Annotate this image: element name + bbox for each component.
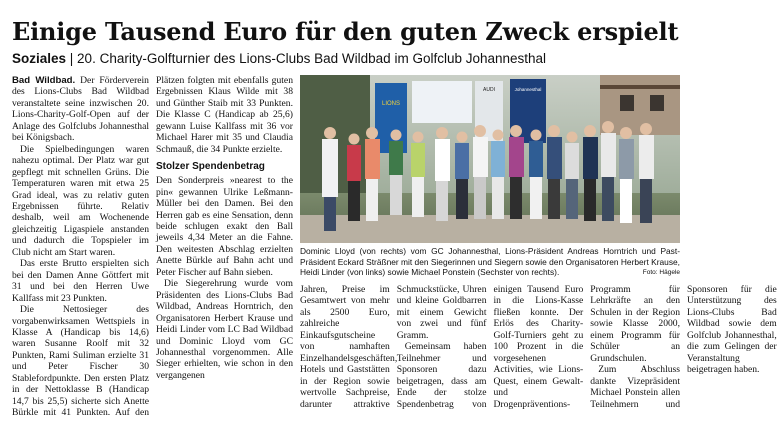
banner-text-club: Johannesthal — [514, 87, 542, 92]
subline-separator: | — [66, 51, 78, 66]
banner-text-lions: LIONS — [381, 101, 401, 107]
paragraph-2: Die Spielbedingungen waren nahezu optimal. Der Platz war gut gepflegt mit schnellen Grüns. Die Temperaturen waren mit etwa 25 Grad ideal, was zu relativ guten Ergebnissen führte. Relativ deshalb, weil am Wochenende gleichzeitig Ligaspiele anstanden und dadurch die Topspieler im Club nicht am Start waren. — [12, 143, 149, 258]
article-column-1 — [12, 75, 293, 420]
paragraph-7: Gemeinsam haben Teilnehmer und Sponsoren dazu beigetragen, dass am Ende der stolze Spendenbetrag von einigen Tausend Euro in die Lions-Kasse fließen konnte. Der Erlös des Charity-Golf-Turniers geht zu 100 Prozent in die vorgesehenen Activities, wie Lions-Quest, einem Gewalt- und Drogenpräventions-Programm für Lehrkräfte an den Schulen in der Region sowie Klasse 2000, einem Programm für Schüler an Grundschulen. — [396, 284, 680, 410]
paragraph-8: Zum Abschluss dankte Vizepräsident Michael Ponstein allen Teilnehmern und Sponsoren für die Unterstützung des Lions-Clubs Bad Wildbad sowie dem Golfclub Johannesthal, die zum Gelingen der Veranstaltung beigetragen haben. — [590, 284, 777, 410]
paragraph-4: Die Nettosieger des vorgabenwirksamen Wettspiels in Klasse A (Handicap bis 14,6) waren Susanne Roolf mit 32 Punkten, Rami Suliman erzielte 31 und Peter Fischer 30 Stablefordpunkte. Den ersten Platz in der Nettoklasse B (Handicap 14,7 bis 25,5) sicherte sich Anette Bürkle mit 41 Punkten. Auf den Plätzen folgten mit ebenfalls guten Ergebnissen Klaus Wilde mit 38 und Günther Staib mit 33 Punkten. Die Klasse C (Handicap ab 25,6) gewann Luise Kallfass mit 36 vor Michael Harer mit 35 und Claudia Schmauß, die 34 Punkte erzielte. — [12, 75, 293, 419]
subline — [12, 50, 684, 67]
dateline: Bad Wildbad. — [12, 75, 76, 86]
headline: Einige Tausend Euro für den guten Zweck erspielt — [12, 17, 679, 46]
subheading: Stolzer Spendenbetrag — [156, 161, 265, 173]
sponsor-board — [412, 81, 472, 123]
photo-illustration — [300, 75, 680, 243]
subline-text: 20. Charity-Golfturnier des Lions-Clubs Bad Wildbad im Golfclub Johannesthal — [77, 51, 547, 66]
photo-credit: Foto: Hägele — [642, 269, 680, 277]
group-photo — [300, 75, 680, 243]
paragraph-1-text: Der Förderverein des Lions-Clubs Bad Wildbad veranstaltete seine inzwischen 20. Lions-Charity-Golf-Open auf der Anlage des Golfclubs Johannesthal bei Königsbach. — [12, 75, 149, 144]
article-columns-lower — [300, 284, 777, 420]
paragraph-6-end: Jahren, Preise im Gesamtwert von mehr als 2500 Euro, zahlreiche Einkaufsgutscheine von namhaften Einzelhandelsgeschäften, Hotels und Gaststätten in der Region sowie wertvolle Sachpreise, darunter attraktive Schmuckstücke, Uhren und kleine Goldbarren mit einem Gewicht von zwei und fünf Gramm. — [300, 284, 487, 410]
paragraph-6-start: Die Siegerehrung wurde vom Präsidenten des Lions-Clubs Bad Wildbad, Andreas Horntrich, den Organisatoren Herbert Krause und Heidi Linder vom LC Bad Wildbad und Dominic Lloyd vom GC Johannesthal vorgenommen. Alle Sieger erhielten, wie schon in den vergangenen — [156, 278, 293, 381]
paragraph-1 — [12, 75, 149, 144]
photo-caption — [300, 246, 680, 279]
subline-kicker: Soziales — [12, 51, 67, 66]
caption-text: Dominic Lloyd (von rechts) vom GC Johannesthal, Lions-Präsident Andreas Horntrich und Past-Präsident Eckard Sträßner mit den Siegerinnen und Siegern sowie den Organisatoren Herbert Krause, Heidi Linder (von links) sowie Michael Ponstein (Sechster von rechts). — [300, 246, 680, 278]
paragraph-3: Das erste Brutto erspielten sich bei den Damen Anne Göttfert mit 31 und bei den Herren Uwe Kallfass mit 23 Punkten. — [12, 258, 149, 304]
banner-text-audi: AUDI — [483, 87, 495, 93]
paragraph-5: Den Sonderpreis »nearest to the pin« gewannen Ulrike Leßmann-Müller bei den Damen. Bei den Herren gab es eine Sensation, denn beide schlugen exakt den Ball jeweils 4,34 Meter an die Fahne. Den weitesten Abschlag erzielten Anette Bürkle auf Bahn acht und Peter Fischer auf Bahn sieben. — [156, 175, 293, 278]
